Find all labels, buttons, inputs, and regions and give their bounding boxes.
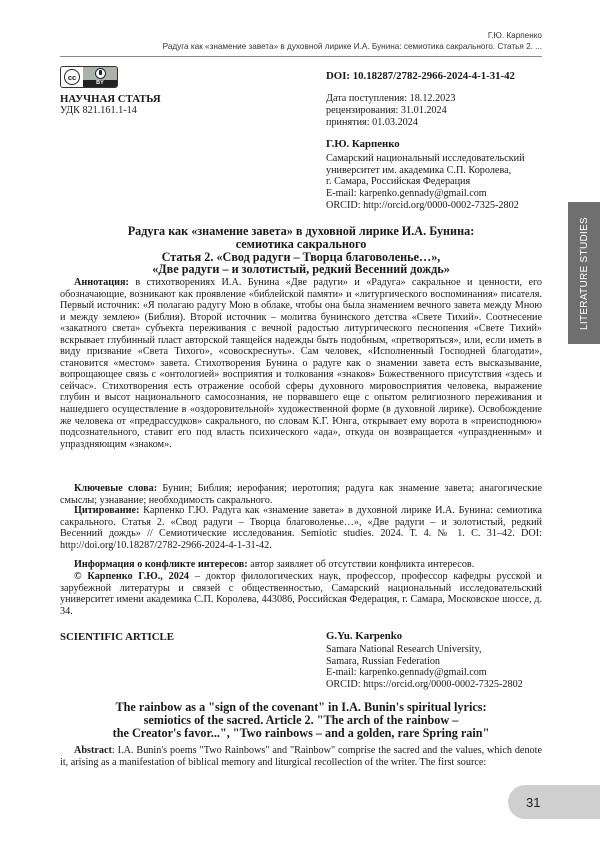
date-accepted: принятия: 01.03.2024: [326, 116, 418, 128]
title-line-en: the Creator's favor...", "Two rainbows – and a golden, rare Spring rain": [112, 725, 490, 740]
udc-code: УДК 821.161.1-14: [60, 105, 137, 116]
copyright-text-ru: – доктор филологических наук, профессор, профессор кафедры русской и зарубежной литературы и связей с общественностью, Самарский национальный исследовательский университет имени академика С.П. Королева, 443086, Российская Федерация, г. Самара, Московское шоссе, д. 34.: [60, 571, 542, 617]
date-reviewed: рецензирования: 31.01.2024: [326, 104, 447, 116]
keywords-text-ru: Бунин; Библия; иерофания; иеротопия; радуга как знамение завета; анагогические смыслы; узнавание; необходимость сакрального.: [60, 483, 542, 506]
side-tab-label: LITERATURE STUDIES: [578, 216, 590, 330]
title-line: «Две радуги – и золотистый, редкий Весенний дождь»: [152, 262, 450, 277]
date-received: Дата поступления: 18.12.2023: [326, 93, 456, 104]
section-label-en: SCIENTIFIC ARTICLE: [60, 631, 174, 643]
running-head: [163, 30, 542, 52]
article-title-en: [60, 701, 542, 739]
author-name-ru: Г.Ю. Карпенко: [326, 138, 400, 150]
citation-text-ru: Карпенко Г.Ю. Радуга как «знамение завета» в духовной лирике И.А. Бунина: семиотика сакрального. Статья 2. «Свод радуги – Творца благоволенье…», «Две радуги – и золотистый, редкий Весенний дождь» // Семиотические исследования. Semiotic studies. 2024. Т. 4. № 1. С. 31–42. DOI: http://doi.org/10.18287/2782-2966-2024-4-1-31-42.: [60, 505, 542, 551]
cc-icon: [61, 67, 83, 87]
author-info-en: [326, 631, 523, 691]
abstract-ru: [60, 277, 542, 450]
title-line: Статья 2. «Свод радуги – Творца благоволенье…»,: [161, 249, 441, 264]
author-info-ru: [326, 139, 525, 212]
title-line-en: The rainbow as a "sign of the covenant" in I.A. Bunin's spiritual lyrics:: [115, 700, 487, 714]
running-head-author: Г.Ю. Карпенко: [487, 31, 542, 40]
title-line: Радуга как «знамение завета» в духовной лирике И.А. Бунина:: [127, 224, 475, 238]
abstract-en: [60, 745, 542, 768]
copyright-ru: [60, 571, 542, 617]
keywords-label-ru: Ключевые слова:: [74, 483, 158, 494]
author-email-en[interactable]: E-mail: karpenko.gennady@gmail.com: [326, 667, 487, 679]
conflict-text-ru: автор заявляет об отсутствии конфликта интересов.: [247, 559, 475, 570]
author-orcid[interactable]: ORCID: http://orcid.org/0000-0002-7325-2802: [326, 199, 519, 211]
section-side-tab: [568, 202, 600, 344]
author-affiliation-line: Самарский национальный исследовательский: [326, 152, 525, 164]
title-line-en: semiotics of the sacred. Article 2. "The arch of the rainbow –: [143, 712, 459, 727]
abstract-text-en: : I.A. Bunin's poems "Two Rainbows" and "Rainbow" comprise the sacred and the values, which denote it, arising as a manifestation of biblical memory and liturgical recollection of the writer. The first source:: [60, 745, 542, 768]
header-divider: [60, 56, 542, 57]
abstract-label-ru: Аннотация:: [74, 277, 129, 288]
author-orcid-en[interactable]: ORCID: https://orcid.org/0000-0002-7325-2802: [326, 679, 523, 691]
cc-circle-text: cc: [64, 69, 80, 85]
author-location-en: Samara, Russian Federation: [326, 655, 441, 667]
section-label-ru: НАУЧНАЯ СТАТЬЯ: [60, 93, 161, 105]
conflict-label-ru: Информация о конфликте интересов:: [74, 559, 248, 570]
page-number: 31: [508, 785, 600, 819]
author-name-en: G.Yu. Karpenko: [326, 630, 403, 642]
copyright-label-ru: © Карпенко Г.Ю., 2024: [74, 571, 190, 582]
by-label: BY: [83, 80, 117, 87]
person-icon: [95, 68, 106, 79]
citation-label-ru: Цитирование:: [74, 505, 140, 516]
running-head-title: Радуга как «знамение завета» в духовной лирике И.А. Бунина: семиотика сакрального. Статья 2. ...: [162, 42, 542, 51]
conflict-of-interest-ru: [60, 559, 542, 571]
author-email[interactable]: E-mail: karpenko.gennady@gmail.com: [326, 188, 487, 200]
author-affiliation-line: университет им. академика С.П. Королева,: [326, 164, 512, 176]
title-line: семиотика сакрального: [235, 236, 367, 251]
abstract-label-en: Abstract: [74, 745, 112, 756]
author-location: г. Самара, Российская Федерация: [326, 176, 471, 188]
doi[interactable]: DOI: 10.18287/2782-2966-2024-4-1-31-42: [326, 70, 515, 82]
article-dates: [326, 93, 455, 128]
keywords-ru: [60, 483, 542, 506]
abstract-text-ru: в стихотворениях И.А. Бунина «Две радуги» и «Радуга» сакральное и ценности, его обозначающие, возникают как проявление «библейской памяти» и «литургического воспоминания» писателя. Первый источник: «Я полагаю радугу Мою в облаке, чтобы она была знамением вечного завета между Мною и между землею» (Библия). Второй источник – молитва бунинского детства «Свете Тихий». Соотнесение «закатного света» субъекта переживания с вечной радостью литургического песнопения «Свете Тихий» вскрывает глубинный пласт авторской таящейся надежды быть подобным, «претворяться», или, если иметь в виду призвание «Света Тихого», «совоскреснуть». Сам человек, «Исполненный Господней благодати», становится «местом» завета. Стихотворения Бунина о радуге как о знамении завета есть высказывание, вопрощающее связь с «онтологией» восприятия и толкования «знаков» Божественного присутствия «здесь и сейчас». Стихотворения есть отражение особой сферы духовного мировосприятия человека, выражение глубин и высот национального самосознания, не порвавшего еще с опытом религиозного переживания и нашедшего осуществление в «оздоровительной» художественной форме (в духовной лирике). Освобождение же человека от «предрассудков» сакрального, по словам К.Г. Юнга, открывает ему ворота в «преисподнюю» подсознательного, ставит его под власть психического «ада», откуда он возвращается «упраздненным» и упраздняющим «знаком».: [60, 277, 542, 450]
by-icon: [83, 68, 117, 87]
author-affiliation-en: Samara National Research University,: [326, 643, 482, 655]
article-title-ru: [60, 225, 542, 276]
cc-by-license-icon[interactable]: [60, 66, 118, 88]
citation-ru: [60, 505, 542, 551]
